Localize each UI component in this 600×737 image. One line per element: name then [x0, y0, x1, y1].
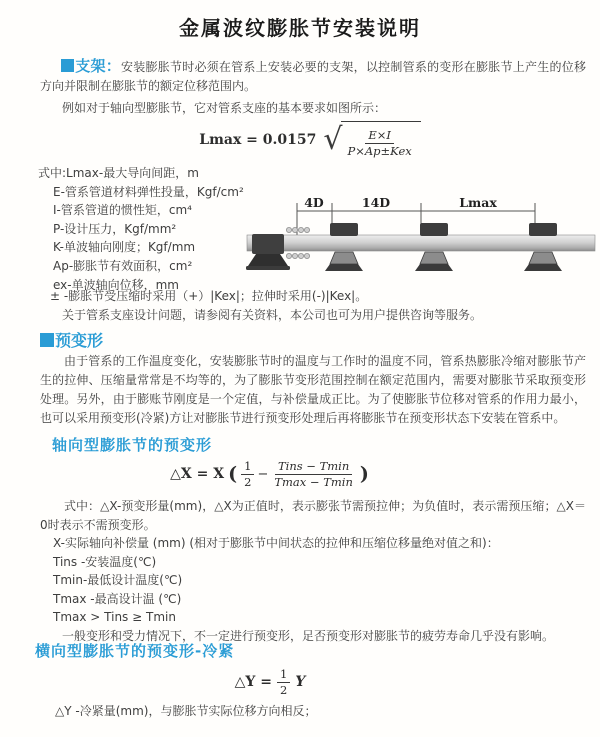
half-numerator: 1 — [277, 667, 290, 683]
formula1-fraction — [345, 128, 415, 159]
one-half-fraction — [277, 667, 290, 698]
dimension-label: Lmax — [459, 195, 497, 210]
half-numerator: 1 — [241, 459, 254, 475]
lateral-predeform-heading: 横向型膨胀节的预变形-冷紧 — [35, 642, 235, 660]
formula1-denominator: P×Ap±Kex — [347, 143, 412, 158]
support-example-text: 例如对于轴向型膨胀节，它对管系支座的基本要求如图所示： — [62, 101, 387, 115]
definition-line: I-管系管道的惯性矩，cm⁴ — [53, 203, 192, 218]
right-paren: ) — [359, 463, 369, 486]
sign-convention-note: ± -膨胀节受压缩时采用（+）|Kex|；拉伸时采用(-)|Kex|。 — [50, 289, 368, 303]
one-half-fraction — [241, 459, 254, 490]
half-denominator: 2 — [244, 474, 252, 489]
service-note: 关于管系支座设计问题，请参阅有关资料，本公司也可为用户提供咨询等服务。 — [62, 308, 483, 322]
formula3-rhs: Y — [295, 674, 306, 691]
formula3-lhs: △Y = — [234, 674, 273, 691]
lateral-predeform-formula — [0, 667, 540, 698]
radical-sign: √ — [323, 122, 343, 158]
radicand — [341, 121, 421, 159]
axial-predeform-formula — [0, 459, 540, 490]
variable-line: X-实际轴向补偿量 (mm) (相对于膨胀节中间状态的拉伸和压缩位移量绝对值之和)： — [53, 536, 499, 550]
formula1-lhs: Lmax = 0.0157 — [199, 131, 317, 148]
definition-line: E-管系管道材料弹性投量，Kgf/cm² — [53, 184, 244, 199]
symbol-definition-list — [38, 164, 244, 294]
minus-sign: − — [257, 466, 269, 482]
anchor-support — [246, 234, 290, 270]
support-intro-text: 安装膨胀节时必须在管系上安装必要的支架，以控制管系的变形在膨胀节上产生的位移方向并限制在膨胀节的额定位移范围内。 — [40, 60, 586, 93]
variable-line: Tmin-最低设计温度(℃) — [53, 573, 183, 588]
definition-line: K-单波轴向刚度；Kgf/mm — [53, 240, 196, 255]
definition-line: 式中:Lmax-最大导向间距，m — [38, 166, 199, 180]
page-title: 金属波纹膨胀节安装说明 — [179, 16, 421, 40]
support-paragraph — [40, 57, 586, 96]
formula1-numerator: E×I — [365, 128, 394, 144]
section-bullet-icon — [61, 59, 74, 72]
support-section-heading: 支架： — [75, 57, 121, 75]
section-bullet-icon — [40, 333, 54, 347]
predeform-section-header — [40, 328, 103, 351]
axial-predeform-heading: 轴向型膨胀节的预变形 — [52, 436, 213, 454]
variable-line: Tins -安装温度(℃) — [53, 554, 157, 569]
definition-line: Ap-膨胀节有效面积，cm² — [53, 258, 193, 273]
dimension-label: 14D — [361, 195, 391, 210]
temp-numerator: Tins − Tmin — [275, 459, 352, 475]
definition-line: ex-单波轴向位移，mm — [53, 277, 179, 292]
variable-line: Tmax -最高设计温 (℃) — [53, 591, 182, 606]
variable-note-line: 一般变形和受力情况下，不一定进行预变形，足否预变形对膨胀节的疲劳寿命几乎没有影响。 — [62, 628, 555, 643]
pipe-support-diagram — [243, 194, 598, 286]
definition-line: P-设计压力，Kgf/mm² — [53, 221, 177, 236]
pipe — [247, 235, 595, 251]
predeform-paragraph: 由于管系的工作温度变化，安装膨胀节时的温度与工作时的温度不同，管系热膨胀冷缩对膨胀节产生的拉伸、压缩量常常是不均等的，为了膨胀节变形范围控制在额定范围内，需要对膨胀节采取预变形处理。另外，由于膨账节刚度是一个定值，与补偿量成正比。为了使膨胀节位移对管系的作用力最小，也可以采用预变形(冷紧)方让对膨胀节进行预变形处理后再将膨胀节在预变形状态下安装在管系中。 — [40, 354, 586, 425]
dimension-label: 4D — [304, 195, 324, 210]
axial-variable-list — [53, 534, 554, 646]
half-denominator: 2 — [280, 682, 288, 697]
variable-line: Tmax > Tins ≥ Tmin — [53, 610, 176, 625]
lateral-formula-description: △Y -冷紧量(mm)，与膨胀节实际位移方向相反； — [55, 704, 317, 718]
temp-denominator: Tmax − Tmin — [274, 474, 353, 489]
temperature-fraction — [271, 459, 356, 490]
predeform-heading: 预变形 — [55, 331, 104, 350]
left-paren: ( — [228, 463, 238, 486]
formula2-lhs: △X = X — [170, 466, 225, 483]
guide-spacing-formula — [0, 121, 600, 159]
axial-formula-description: 式中：△X-预变形量(mm)，△X为正值时，表示膨张节需预拉伸；为负值时，表示需预压缩；△X＝0时表示不需预变形。 — [40, 499, 586, 532]
